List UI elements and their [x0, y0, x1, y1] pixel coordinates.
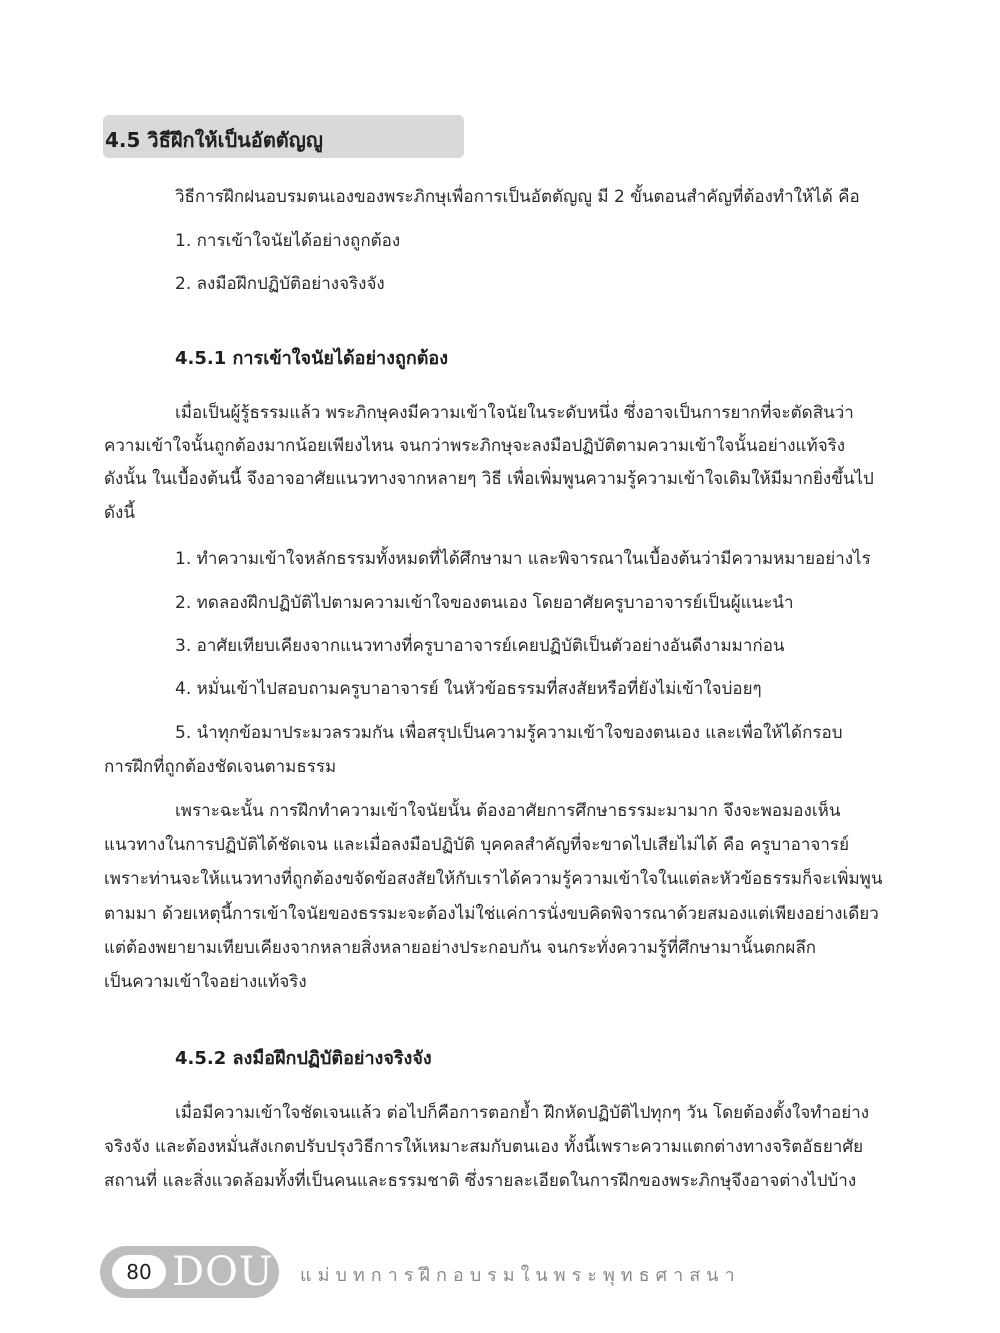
body-line: เพราะท่านจะให้แนวทางที่ถูกต้องขจัดข้อสงสัยให้กับเราได้ความรู้ความเข้าใจในแต่ละหัวข้อธรรมก็จะเพิ่มพูน — [104, 869, 883, 889]
book-title: แม่บทการฝึกอบรมในพระพุทธศาสนา — [300, 1265, 741, 1286]
list-item-2: 2. ทดลองฝึกปฏิบัติไปตามความเข้าใจของตนเอง โดยอาศัยครูบาอาจารย์เป็นผู้แนะนำ — [175, 593, 794, 613]
list-item-1: 1. ทำความเข้าใจหลักธรรมทั้งหมดที่ได้ศึกษามา และพิจารณาในเบื้องต้นว่ามีความหมายอย่างไร — [175, 549, 871, 569]
intro-item-2: 2. ลงมือฝึกปฏิบัติอย่างจริงจัง — [175, 274, 385, 294]
list-item-3: 3. อาศัยเทียบเคียงจากแนวทางที่ครูบาอาจารย์เคยปฏิบัติเป็นตัวอย่างอันดีงามมาก่อน — [175, 636, 785, 656]
intro-item-1: 1. การเข้าใจนัยได้อย่างถูกต้อง — [175, 231, 401, 251]
body-line: เมื่อมีความเข้าใจชัดเจนแล้ว ต่อไปก็คือการตอกย้ำ ฝึกหัดปฏิบัติไปทุกๆ วัน โดยต้องตั้งใจทำอย่าง — [175, 1103, 870, 1123]
body-line: แต่ต้องพยายามเทียบเคียงจากหลายสิ่งหลายอย่างประกอบกัน จนกระทั่งความรู้ที่ศึกษามานั้นตกผลึก — [104, 938, 817, 958]
page-number: 80 — [112, 1255, 166, 1289]
body-line: แนวทางในการปฏิบัติได้ชัดเจน และเมื่อลงมือปฏิบัติ บุคคลสำคัญที่จะขาดไปเสียไม่ได้ คือ ครูบาอาจารย์ — [104, 835, 850, 855]
body-line: ดังนั้น ในเบื้องต้นนี้ จึงอาจอาศัยแนวทางจากหลายๆ วิธี เพื่อเพิ่มพูนความรู้ความเข้าใจเดิมให้มีมากยิ่งขึ้นไป — [104, 469, 874, 489]
page-footer — [100, 1246, 900, 1298]
subsection-heading-1: 4.5.1 การเข้าใจนัยได้อย่างถูกต้อง — [175, 348, 449, 369]
body-line: ความเข้าใจนั้นถูกต้องมากน้อยเพียงไหน จนกว่าพระภิกษุจะลงมือปฏิบัติตามความเข้าใจนั้นอย่างแท้จริง — [104, 436, 846, 456]
dou-logo: DOU — [172, 1249, 274, 1295]
body-line: เป็นความเข้าใจอย่างแท้จริง — [104, 972, 307, 992]
list-item-5-continued: การฝึกที่ถูกต้องชัดเจนตามธรรม — [104, 757, 337, 777]
section-title: 4.5 วิธีฝึกให้เป็นอัตตัญญู — [105, 128, 323, 152]
body-line: สถานที่ และสิ่งแวดล้อมทั้งที่เป็นคนและธรรมชาติ ซึ่งรายละเอียดในการฝึกของพระภิกษุจึงอาจต่างไปบ้าง — [104, 1171, 857, 1191]
subsection-heading-2: 4.5.2 ลงมือฝึกปฏิบัติอย่างจริงจัง — [175, 1048, 432, 1069]
body-line: ดังนี้ — [104, 503, 135, 523]
section-header — [103, 115, 464, 158]
list-item-5: 5. นำทุกข้อมาประมวลรวมกัน เพื่อสรุปเป็นความรู้ความเข้าใจของตนเอง และเพื่อให้ได้กรอบ — [175, 723, 843, 743]
page-badge — [100, 1246, 279, 1298]
intro-paragraph: วิธีการฝึกฝนอบรมตนเองของพระภิกษุเพื่อการเป็นอัตตัญญู มี 2 ขั้นตอนสำคัญที่ต้องทำให้ได้ คือ — [175, 187, 860, 207]
body-line: ตามมา ด้วยเหตุนี้การเข้าใจนัยของธรรมะจะต้องไม่ใช่แค่การนั่งขบคิดพิจารณาด้วยสมองแต่เพียงอย่างเดียว — [104, 904, 879, 924]
body-line: จริงจัง และต้องหมั่นสังเกตปรับปรุงวิธีการให้เหมาะสมกับตนเอง ทั้งนี้เพราะความแตกต่างทางจริตอัธยาศัย — [104, 1137, 864, 1157]
body-line: เพราะฉะนั้น การฝึกทำความเข้าใจนัยนั้น ต้องอาศัยการศึกษาธรรมะมามาก จึงจะพอมองเห็น — [175, 801, 841, 821]
list-item-4: 4. หมั่นเข้าไปสอบถามครูบาอาจารย์ ในหัวข้อธรรมที่สงสัยหรือที่ยังไม่เข้าใจบ่อยๆ — [175, 679, 762, 699]
body-line: เมื่อเป็นผู้รู้ธรรมแล้ว พระภิกษุคงมีความเข้าใจนัยในระดับหนึ่ง ซึ่งอาจเป็นการยากที่จะตัดสินว่า — [175, 403, 854, 423]
